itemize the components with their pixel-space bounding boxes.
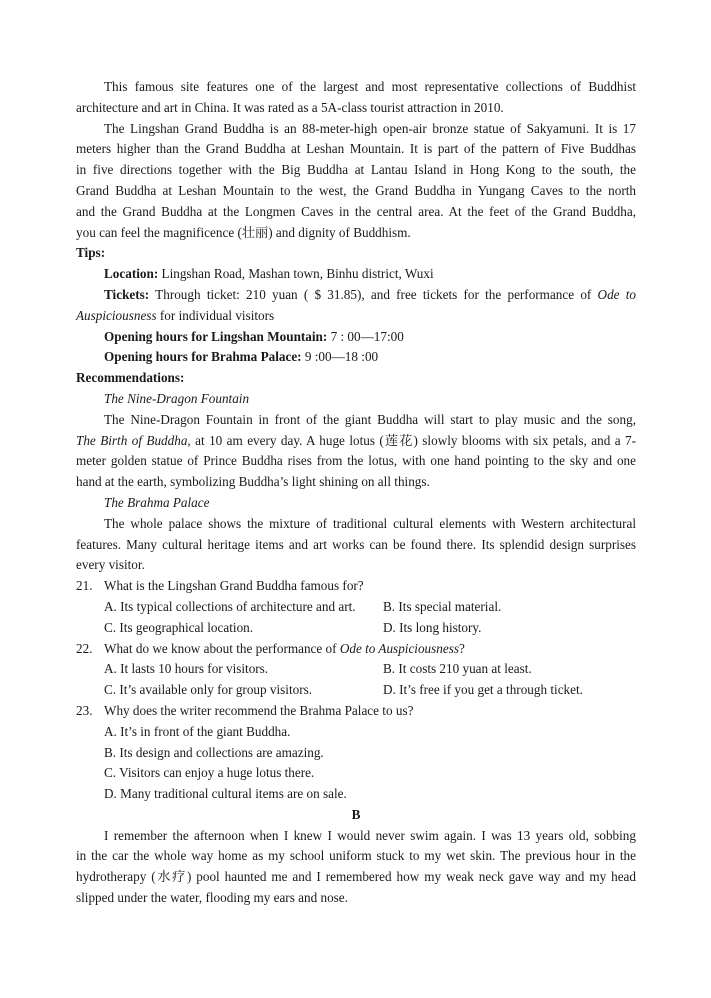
intro-p2-line6: you can feel the magnificence (壮丽) and dignity of Buddhism. <box>76 224 411 240</box>
question-23 <box>76 701 636 722</box>
intro-p2-line4: Grand Buddha at Leshan Mountain to the west, the Grand Buddha in Yungang Caves to the north <box>76 182 636 198</box>
option-b: B. Its special material. <box>383 598 502 614</box>
tips-tickets-line2 <box>76 306 636 327</box>
option-a: A. It lasts 10 hours for visitors. <box>104 661 269 677</box>
hours-palace-label: Opening hours for Brahma Palace: <box>104 349 302 365</box>
tickets-performance-title-b: Auspiciousness <box>76 307 157 323</box>
performance-title: Ode to Auspiciousness <box>339 640 459 656</box>
option-c: C. It’s available only for group visitors. <box>104 682 313 698</box>
recommendations-heading: Recommendations: <box>76 370 185 386</box>
intro-p2-line2: meters higher than the Grand Buddha at Leshan Mountain. It is part of the pattern of Five Buddhas <box>76 141 636 157</box>
fountain-line2 <box>76 431 636 452</box>
question-22-options-row2 <box>76 680 636 701</box>
option-c: C. Visitors can enjoy a huge lotus there. <box>104 765 315 781</box>
option-d: D. Its long history. <box>383 619 482 635</box>
option-a: A. It’s in front of the giant Buddha. <box>104 723 291 739</box>
tips-heading: Tips: <box>76 245 106 261</box>
tickets-value-b: for individual visitors <box>156 307 275 323</box>
intro-p1-line1: This famous site features one of the largest and most representative collections of Buddhist <box>104 79 636 94</box>
section-b-line2: in the car the whole way home as my school uniform stuck to my wet skin. The previous hour in the <box>76 848 636 864</box>
tips-location <box>76 264 636 285</box>
hours-mountain-value: 7 : 00—17:00 <box>327 328 404 344</box>
question-number: 22. <box>76 640 93 656</box>
intro-p2-line5: and the Grand Buddha at the Longmen Caves in the central area. At the feet of the Grand Buddha, <box>76 203 636 219</box>
fountain-title: The Nine-Dragon Fountain <box>104 390 250 406</box>
tips-tickets-line1 <box>76 285 636 306</box>
palace-line3: every visitor. <box>76 557 145 573</box>
option-c: C. Its geographical location. <box>104 619 254 635</box>
question-stem: What is the Lingshan Grand Buddha famous for? <box>104 578 364 594</box>
fountain-line3: meter golden statue of Prince Buddha rises from the lotus, with one hand pointing to the sky and one <box>76 453 636 469</box>
section-b-line1: I remember the afternoon when I knew I would never swim again. I was 13 years old, sobbing <box>104 827 636 843</box>
tickets-performance-title-a: Ode to <box>597 286 636 302</box>
location-value: Lingshan Road, Mashan town, Binhu district, Wuxi <box>158 266 434 282</box>
question-22 <box>76 639 636 660</box>
section-b-line4: slipped under the water, flooding my ears and nose. <box>76 890 348 906</box>
location-label: Location: <box>104 266 159 282</box>
fountain-line2-rest: at 10 am every day. A huge lotus (莲花) slowly blooms with six petals, and a 7- <box>190 432 636 448</box>
section-b-heading: B <box>351 806 361 822</box>
option-d: D. Many traditional cultural items are on sale. <box>104 786 347 802</box>
fountain-line1: The Nine-Dragon Fountain in front of the giant Buddha will start to play music and the song, <box>104 411 636 427</box>
option-b: B. Its design and collections are amazing. <box>104 744 324 760</box>
intro-p2-line3: in five directions together with the Big Buddha at Lantau Island in Hong Kong to the south, the <box>76 162 636 178</box>
question-number: 23. <box>76 702 93 718</box>
question-stem-text: What do we know about the performance of <box>104 640 340 656</box>
intro-p1-line2: architecture and art in China. It was rated as a 5A-class tourist attraction in 2010. <box>76 99 504 115</box>
hours-palace-value: 9 :00—18 :00 <box>301 349 379 365</box>
intro-p2-line1: The Lingshan Grand Buddha is an 88-meter-high open-air bronze statue of Sakyamuni. It is 17 <box>104 120 636 136</box>
palace-title: The Brahma Palace <box>104 494 210 510</box>
tickets-value-a: Through ticket: 210 yuan ( $ 31.85), and free tickets for the performance of <box>149 286 598 302</box>
palace-line1: The whole palace shows the mixture of traditional cultural elements with Western architectural <box>104 515 636 531</box>
fountain-line4: hand at the earth, symbolizing Buddha’s light shining on all things. <box>76 474 430 490</box>
question-22-options-row1 <box>76 659 636 680</box>
question-stem: Why does the writer recommend the Brahma Palace to us? <box>104 702 414 718</box>
palace-line2: features. Many cultural heritage items and art works can be found there. Its splendid design surprises <box>76 536 636 552</box>
fountain-song-title: The Birth of Buddha, <box>76 432 191 448</box>
section-b-line3: hydrotherapy (水疗) pool haunted me and I remembered how my weak neck gave way and my head <box>76 869 636 885</box>
question-21-options-row2 <box>76 618 636 639</box>
option-a: A. Its typical collections of architecture and art. <box>104 598 356 614</box>
hours-mountain-label: Opening hours for Lingshan Mountain: <box>104 328 328 344</box>
question-stem <box>104 639 465 660</box>
question-21 <box>76 576 636 597</box>
option-d: D. It’s free if you get a through ticket. <box>383 682 583 698</box>
question-number: 21. <box>76 578 93 594</box>
question-mark: ? <box>459 640 465 656</box>
document-body <box>76 77 636 909</box>
tickets-label: Tickets: <box>104 286 150 302</box>
tips-hours-palace <box>76 347 636 368</box>
tips-hours-mountain <box>76 327 636 348</box>
question-21-options-row1 <box>76 597 636 618</box>
option-b: B. It costs 210 yuan at least. <box>383 661 532 677</box>
